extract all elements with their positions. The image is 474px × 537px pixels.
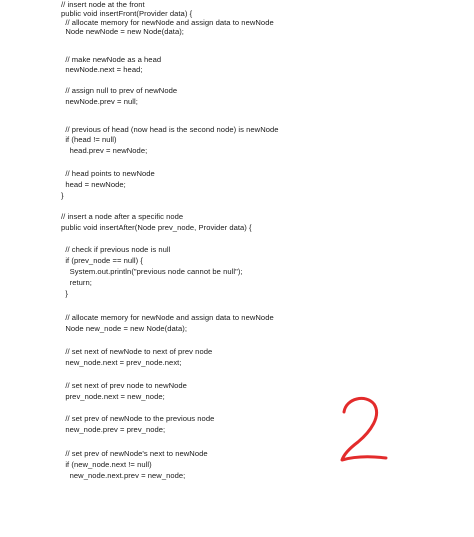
- code-line: // make newNode as a head: [61, 55, 162, 64]
- code-line: System.out.println("previous node cannot be null");: [61, 267, 243, 276]
- code-line: public void insertFront(Provider data) {: [61, 9, 193, 18]
- handwritten-two-icon: [330, 390, 390, 470]
- code-line: // set next of newNode to next of prev node: [61, 347, 213, 356]
- code-line: new_node.prev = prev_node;: [61, 425, 166, 434]
- code-line: head = newNode;: [61, 180, 126, 189]
- code-line: head.prev = newNode;: [61, 146, 148, 155]
- code-line: // allocate memory for newNode and assign data to newNode: [61, 313, 274, 322]
- code-line: return;: [61, 278, 92, 287]
- code-line: // set next of prev node to newNode: [61, 381, 187, 390]
- code-line: // allocate memory for newNode and assign data to newNode: [61, 18, 274, 27]
- code-line: newNode.next = head;: [61, 65, 143, 74]
- code-line: // insert a node after a specific node: [61, 212, 184, 221]
- code-line: new_node.next.prev = new_node;: [61, 471, 186, 480]
- code-line: // check if previous node is null: [61, 245, 171, 254]
- code-line: public void insertAfter(Node prev_node, Provider data) {: [61, 223, 252, 232]
- code-line: Node new_node = new Node(data);: [61, 324, 187, 333]
- code-line: // insert node at the front: [61, 0, 145, 9]
- code-line: }: [61, 289, 68, 298]
- code-line: if (new_node.next != null): [61, 460, 152, 469]
- code-line: if (head != null): [61, 135, 117, 144]
- code-line: // previous of head (now head is the second node) is newNode: [61, 125, 279, 134]
- code-line: prev_node.next = new_node;: [61, 392, 165, 401]
- code-line: if (prev_node == null) {: [61, 256, 143, 265]
- code-line: // assign null to prev of newNode: [61, 86, 178, 95]
- code-line: newNode.prev = null;: [61, 97, 138, 106]
- code-line: // set prev of newNode to the previous node: [61, 414, 215, 423]
- code-line: }: [61, 191, 64, 200]
- code-line: Node newNode = new Node(data);: [61, 27, 184, 36]
- code-line: new_node.next = prev_node.next;: [61, 358, 182, 367]
- code-line: // head points to newNode: [61, 169, 155, 178]
- code-line: // set prev of newNode's next to newNode: [61, 449, 208, 458]
